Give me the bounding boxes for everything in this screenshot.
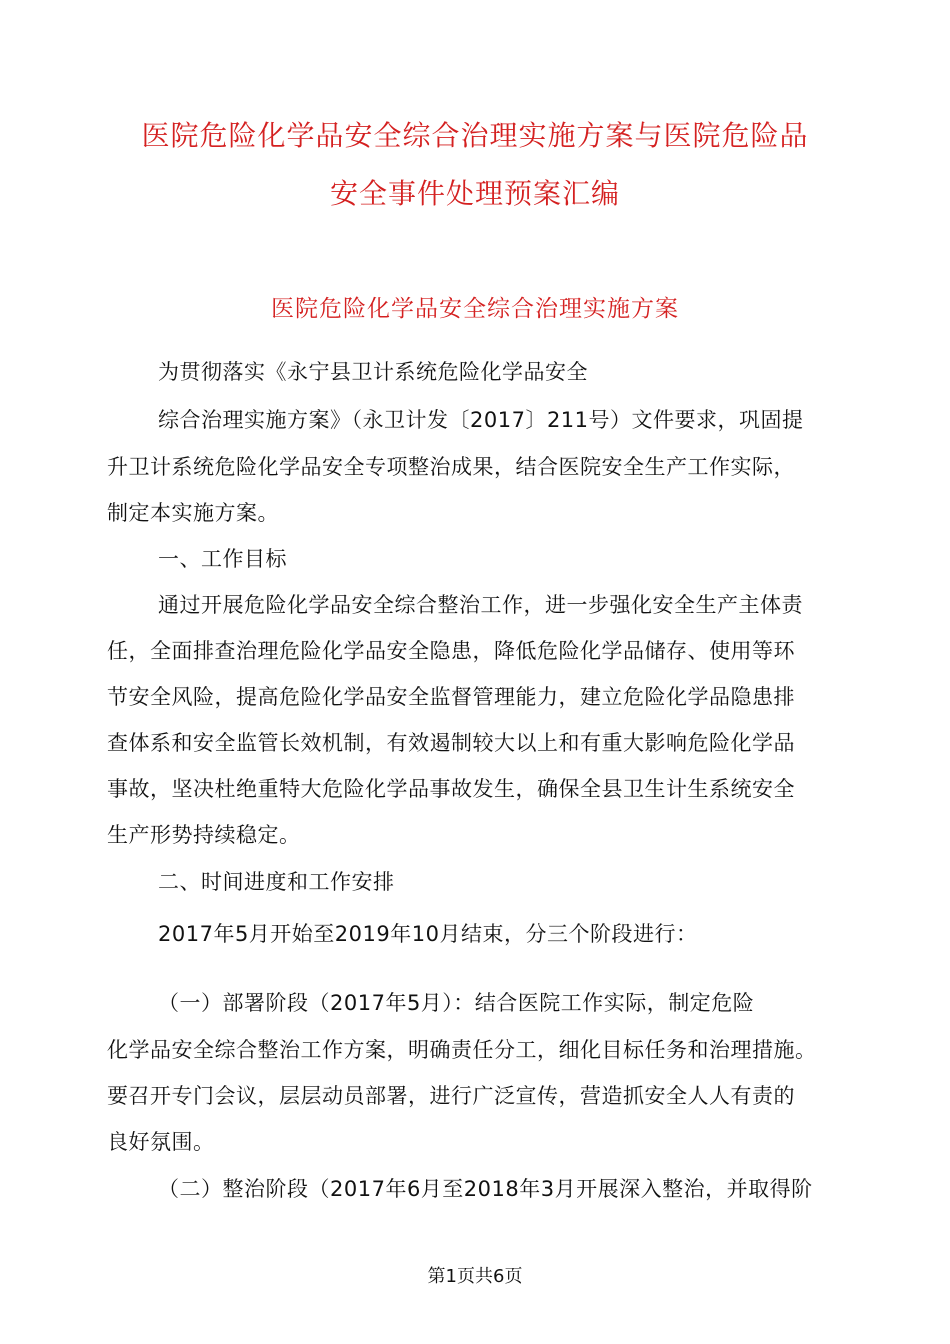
body-line: 2017年5月开始至2019年10月结束，分三个阶段进行：: [158, 922, 698, 946]
body-line: 要召开专门会议，层层动员部署，进行广泛宣传，营造抓安全人人有责的: [107, 1084, 795, 1108]
page-number: 第1页共6页: [427, 1266, 523, 1287]
body-line: 升卫计系统危险化学品安全专项整治成果，结合医院安全生产工作实际，: [107, 455, 795, 479]
body-line: 任，全面排查治理危险化学品安全隐患，降低危险化学品储存、使用等环: [107, 639, 795, 663]
body-line: 为贯彻落实《永宁县卫计系统危险化学品安全: [158, 360, 588, 384]
body-line: 查体系和安全监管长效机制，有效遏制较大以上和有重大影响危险化学品: [107, 731, 795, 755]
section-heading: 一、工作目标: [158, 547, 287, 571]
body-line: 良好氛围。: [107, 1130, 215, 1154]
body-line: 节安全风险，提高危险化学品安全监督管理能力，建立危险化学品隐患排: [107, 685, 795, 709]
document-title-line-1: 医院危险化学品安全综合治理实施方案与医院危险品: [141, 119, 809, 152]
body-line: （二）整治阶段（2017年6月至2018年3月开展深入整治，并取得阶: [158, 1177, 813, 1201]
body-line: 通过开展危险化学品安全综合整治工作，进一步强化安全生产主体责: [158, 593, 803, 617]
body-line: （一）部署阶段（2017年5月）：结合医院工作实际，制定危险: [158, 991, 755, 1015]
section-heading: 二、时间进度和工作安排: [158, 870, 395, 894]
document-title-line-2: 安全事件处理预案汇编: [329, 177, 620, 210]
body-line: 综合治理实施方案》（永卫计发〔2017〕211号）文件要求，巩固提: [158, 408, 804, 432]
body-line: 生产形势持续稳定。: [107, 823, 301, 847]
body-line: 制定本实施方案。: [107, 501, 279, 525]
body-line: 事故，坚决杜绝重特大危险化学品事故发生，确保全县卫生计生系统安全: [107, 777, 795, 801]
body-line: 化学品安全综合整治工作方案，明确责任分工，细化目标任务和治理措施。: [107, 1038, 817, 1062]
section-title: 医院危险化学品安全综合治理实施方案: [271, 296, 679, 322]
